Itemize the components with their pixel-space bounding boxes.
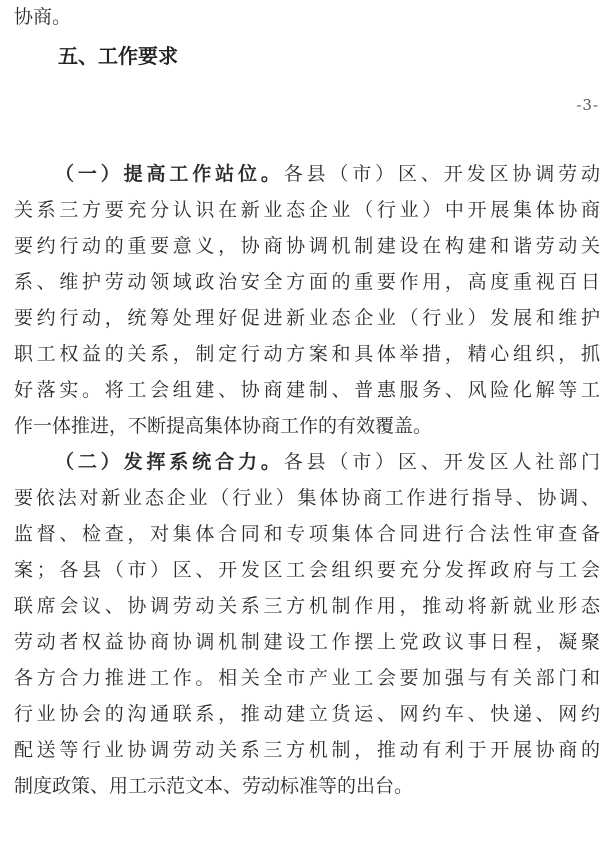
paragraph-1-line-5: 要约行动，统筹处理好促进新业态企业（行业）发展和维护 bbox=[14, 307, 600, 329]
paragraph-1-heading: （一）提高工作站位。 bbox=[55, 163, 284, 185]
paragraph-2-line-7: 各方合力推进工作。相关全市产业工会要加强与有关部门和 bbox=[14, 667, 600, 689]
paragraph-1-line-4: 系、维护劳动领域政治安全方面的重要作用，高度重视百日 bbox=[14, 271, 600, 293]
paragraph-2-line-9: 配送等行业协调劳动关系三方机制，推动有利于开展协商的 bbox=[14, 739, 600, 761]
paragraph-1-line-7: 好落实。将工会组建、协商建制、普惠服务、风险化解等工 bbox=[14, 379, 600, 401]
paragraph-1-line-8: 作一体推进，不断提高集体协商工作的有效覆盖。 bbox=[14, 415, 433, 437]
paragraph-2-text: 各县（市）区、开发区人社部门 bbox=[283, 451, 600, 473]
paragraph-1-line-1 bbox=[55, 163, 600, 185]
paragraph-2-line-6: 劳动者权益协商协调机制建设工作摆上党政议事日程，凝聚 bbox=[14, 631, 600, 653]
paragraph-1-line-3: 要约行动的重要意义，协商协调机制建设在构建和谐劳动关 bbox=[14, 235, 600, 257]
paragraph-1-text: 各县（市）区、开发区协调劳动 bbox=[283, 163, 600, 185]
paragraph-1-line-2: 关系三方要充分认识在新业态企业（行业）中开展集体协商 bbox=[14, 199, 600, 221]
paragraph-2-line-8: 行业协会的沟通联系，推动建立货运、网约车、快递、网约 bbox=[14, 703, 600, 725]
page-number: -3- bbox=[576, 96, 599, 114]
paragraph-2-line-10: 制度政策、用工示范文本、劳动标准等的出台。 bbox=[14, 775, 414, 797]
paragraph-2-heading: （二）发挥系统合力。 bbox=[55, 451, 284, 473]
top-fragment: 协商。 bbox=[14, 6, 72, 28]
paragraph-2-line-4: 案；各县（市）区、开发区工会组织要充分发挥政府与工会 bbox=[14, 559, 600, 581]
paragraph-2-line-2: 要依法对新业态企业（行业）集体协商工作进行指导、协调、 bbox=[14, 487, 600, 509]
paragraph-2-line-3: 监督、检查，对集体合同和专项集体合同进行合法性审查备 bbox=[14, 523, 600, 545]
paragraph-2-line-5: 联席会议、协调劳动关系三方机制作用，推动将新就业形态 bbox=[14, 595, 600, 617]
paragraph-1-line-6: 职工权益的关系，制定行动方案和具体举措，精心组织，抓 bbox=[14, 343, 600, 365]
section-heading: 五、工作要求 bbox=[58, 44, 178, 68]
paragraph-2-line-1 bbox=[55, 451, 600, 473]
